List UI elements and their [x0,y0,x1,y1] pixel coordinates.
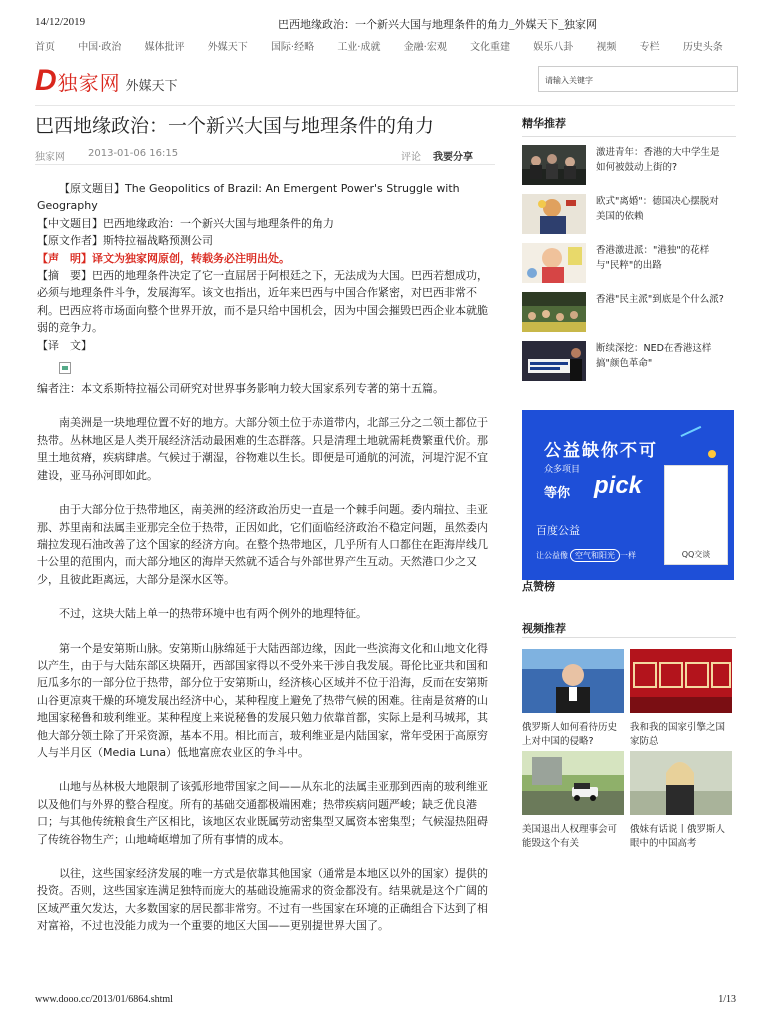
featured-thumbnail[interactable] [522,145,586,185]
print-footer-page: 1/13 [718,994,736,1005]
article-paragraph: 南美洲是一块地理位置不好的地方。大部分领土位于赤道带内，北部三分之二领土都位于热带。丛林地区是人类开展经济活动最困难的生态群落。只是清理土地就需耗费繁重代价。那里土地贫瘠，疾病肆虐。气候过于潮湿，谷物难以生长。即便是可通航的河流，河堤泞泥不宜建设，亚马孙河即如此。 [37,416,488,482]
featured-item[interactable] [522,292,736,332]
featured-thumbnail[interactable] [522,341,586,381]
featured-thumbnail[interactable] [522,194,586,234]
video-section-title: 视频推荐 [522,622,566,635]
qq-chat-label[interactable]: QQ交谈 [681,550,711,559]
ad-slogan-highlight: 空气和阳光 [570,549,620,562]
article-paragraph: 以往，这些国家经济发展的唯一方式是依靠其他国家（通常是本地区以外的国家）提供的投资。否则，这些国家连满足独特而庞大的基础设施需求的资金都没有。结果就是这个广阔的区域严重欠发达，大多数国家的居民都非常穷。不过有一些国家在环境的正确组合下达到了相对富裕，不过也没能力成为一个重要的地区大国——更别提世界大国了。 [37,867,488,933]
ad-line-waiting: 等你 [544,486,571,501]
video-caption[interactable]: 俄罗斯人如何看待历史上对中国的侵略? [522,722,618,747]
featured-title: 精华推荐 [522,117,566,130]
logo-name: 独家网 [57,70,121,95]
video-thumbnail[interactable] [630,751,732,815]
featured-text[interactable]: 香港"民主派"到底是个什么派? [596,294,724,305]
video-item[interactable] [630,649,732,749]
logo-mark: D [35,64,57,97]
article-paragraph: 山地与丛林极大地限制了该弧形地带国家之间——从东北的法属圭亚那到西南的玻利维亚以及他们与外界的整合程度。所有的基础交通都极端困难；热带疾病问题严峻；缺乏优良港口；与其他传统粮食生产区相比，该地区农业既属劳动密集型又属资本密集型；气候湿热阻碍了传统谷物生产；山地崎岖增加了所有事情的成本。 [37,780,488,846]
translation-label: 【译 文】 [37,338,92,352]
sidebar [522,115,736,849]
featured-thumbnail[interactable] [522,243,586,283]
nav-item-media-criticism[interactable]: 媒体批评 [144,42,185,53]
ad-slogan [536,550,636,561]
article-paragraph: 编者注：本文系斯特拉福公司研究对世界事务影响力较大国家系列专著的第十五篇。 [37,382,444,396]
featured-thumbnail[interactable] [522,292,586,332]
ad-line-projects: 众多项目 [544,465,581,475]
video-item[interactable] [630,751,732,851]
header [35,62,735,102]
article-meta [35,146,495,162]
abstract: 【摘 要】巴西的地理条件决定了它一直屈居于阿根廷之下，无法成为大国。巴西若想成功，必须与地理条件斗争，发展海军。该文也指出，近年来巴西与中国合作紧密，对巴西非常不利。巴西应将市场面向整个世界开放，而不是只给中国机会，因为中国会摧毁巴西企业本就脆弱的竞争力。 [37,269,488,335]
featured-item[interactable] [522,194,736,234]
print-date: 14/12/2019 [35,16,86,28]
article-paragraph: 不过，这块大陆上单一的热带环境中也有两个例外的地理特征。 [59,607,367,621]
broken-image-icon [59,362,71,374]
featured-item[interactable] [522,145,736,185]
article-time: 2013-01-06 16:15 [88,148,179,159]
original-title: 【原文题目】The Geopolitics of Brazil: An Emergent Power's Struggle with Geography [37,182,460,213]
nav-item-industry[interactable]: 工业·成就 [337,42,381,53]
ad-headline: 公益缺你不可 [544,441,658,461]
article-author: 独家网 [35,152,65,163]
featured-text[interactable]: 香港激进派："港独"的花样与"民粹"的出路 [596,245,710,271]
featured-divider [522,136,736,137]
featured-text[interactable]: 断续深挖：NED在香港这样搞"颜色革命" [596,343,712,369]
video-caption[interactable]: 我和我的国家引擎之国家防总 [630,722,726,747]
nav-item-china-politics[interactable]: 中国·政治 [78,42,122,53]
featured-text[interactable]: 激进青年：香港的大中学生是如何被鼓动上街的? [596,147,720,173]
ad-slogan-part: 让公益像 [536,551,568,560]
share-button[interactable]: 我要分享 [433,152,473,163]
comment-link[interactable]: 评论 [401,152,421,163]
article-body [37,180,489,935]
ad-brand: 百度公益 [536,524,580,537]
print-title: 巴西地缘政治：一个新兴大国与地理条件的角力_外媒天下_独家网 [278,19,597,31]
sun-icon [708,450,716,458]
ad-slogan-part: 一样 [620,551,636,560]
featured-item[interactable] [522,243,736,283]
nav-item-finance[interactable]: 金融·宏观 [403,42,447,53]
article-paragraph: 第一个是安第斯山脉。安第斯山脉绵延于大陆西部边缘，因此一些滨海文化和山地文化得以产生，由于与大陆东部区块隔开，西部国家得以不受外来干涉自我发展。哥伦比亚共和国和厄瓜多尔的一部分位于热带，部分位于安第斯山，经济核心区域并不位于沿海，反而在安第斯山谷更凉爽干燥的环境发展出经济中心，某种程度上避免了热带气候的困难。往南是贫瘠的山地国家秘鲁和玻利维亚。某种程度上来说秘鲁的发展只勉力依靠首都，实际上是利马城邦，其他大部分领土除了开采资源，基本不用。相比而言，玻利维亚是内陆国家，常年受困于高原穷人与半月区（Media Luna）低地富庶农业区的争斗中。 [37,641,488,759]
page-title: 巴西地缘政治：一个新兴大国与地理条件的角力 [35,115,435,137]
article-header [35,112,495,165]
logo-subtitle: 外媒天下 [125,78,178,94]
nav-item-culture[interactable]: 文化重建 [470,42,511,53]
meta-divider [35,164,495,165]
nav-item-foreign-media[interactable]: 外媒天下 [207,42,248,53]
nav-item-columns[interactable]: 专栏 [639,42,660,53]
plane-icon [680,426,705,446]
qq-chat-widget[interactable] [664,465,728,565]
copyright-statement: 【声 明】译文为独家网原创，转载务必注明出处。 [37,251,290,265]
nav-item-history[interactable]: 历史头条 [682,42,723,53]
nav-item-home[interactable]: 首页 [35,42,55,53]
featured-text[interactable]: 欧式"离婚"：德国决心摆脱对美国的依赖 [596,196,719,222]
ad-pick: pick [594,472,643,499]
video-thumbnail[interactable] [630,649,732,713]
site-logo[interactable] [35,66,178,96]
video-caption[interactable]: 美国退出人权理事会可能毁这个有关 [522,824,618,849]
nav-item-international[interactable]: 国际·经略 [270,42,315,53]
video-item[interactable] [522,649,624,749]
video-caption[interactable]: 俄妹有话说丨俄罗斯人眼中的中国高考 [630,824,726,849]
article-paragraph: 由于大部分位于热带地区，南美洲的经济政治历史一直是一个棘手问题。委内瑞拉、圭亚那、苏里南和法属圭亚那完全位于热带，正因如此，它们面临经济政治不稳定问题，虽然委内瑞拉发现石油改善了这个国家的经济方向。在整个热带地区，几乎所有人口都住在距海岸线几十公里的范围内，而大部分地区的海岸天然就不适合与外部世界产生互动。天然港口少之又少，且彼此距离远，大部分是深水区等。 [37,503,488,586]
print-footer-url: www.dooo.cc/2013/01/6864.shtml [35,994,173,1005]
nav-item-video[interactable]: 视频 [596,42,617,53]
original-author: 【原文作者】斯特拉福战略预测公司 [37,234,213,248]
video-thumbnail[interactable] [522,649,624,713]
header-divider [35,105,735,106]
video-thumbnail[interactable] [522,751,624,815]
video-divider [522,637,736,638]
chinese-title: 【中文题目】巴西地缘政治：一个新兴大国与地理条件的角力 [37,216,334,230]
likes-title: 点赞榜 [522,580,555,593]
featured-item[interactable] [522,341,736,381]
nav-item-entertainment[interactable]: 娱乐八卦 [533,42,574,53]
search-input[interactable]: 请输入关键字 [538,66,738,92]
main-nav [35,38,735,53]
video-item[interactable] [522,751,624,851]
